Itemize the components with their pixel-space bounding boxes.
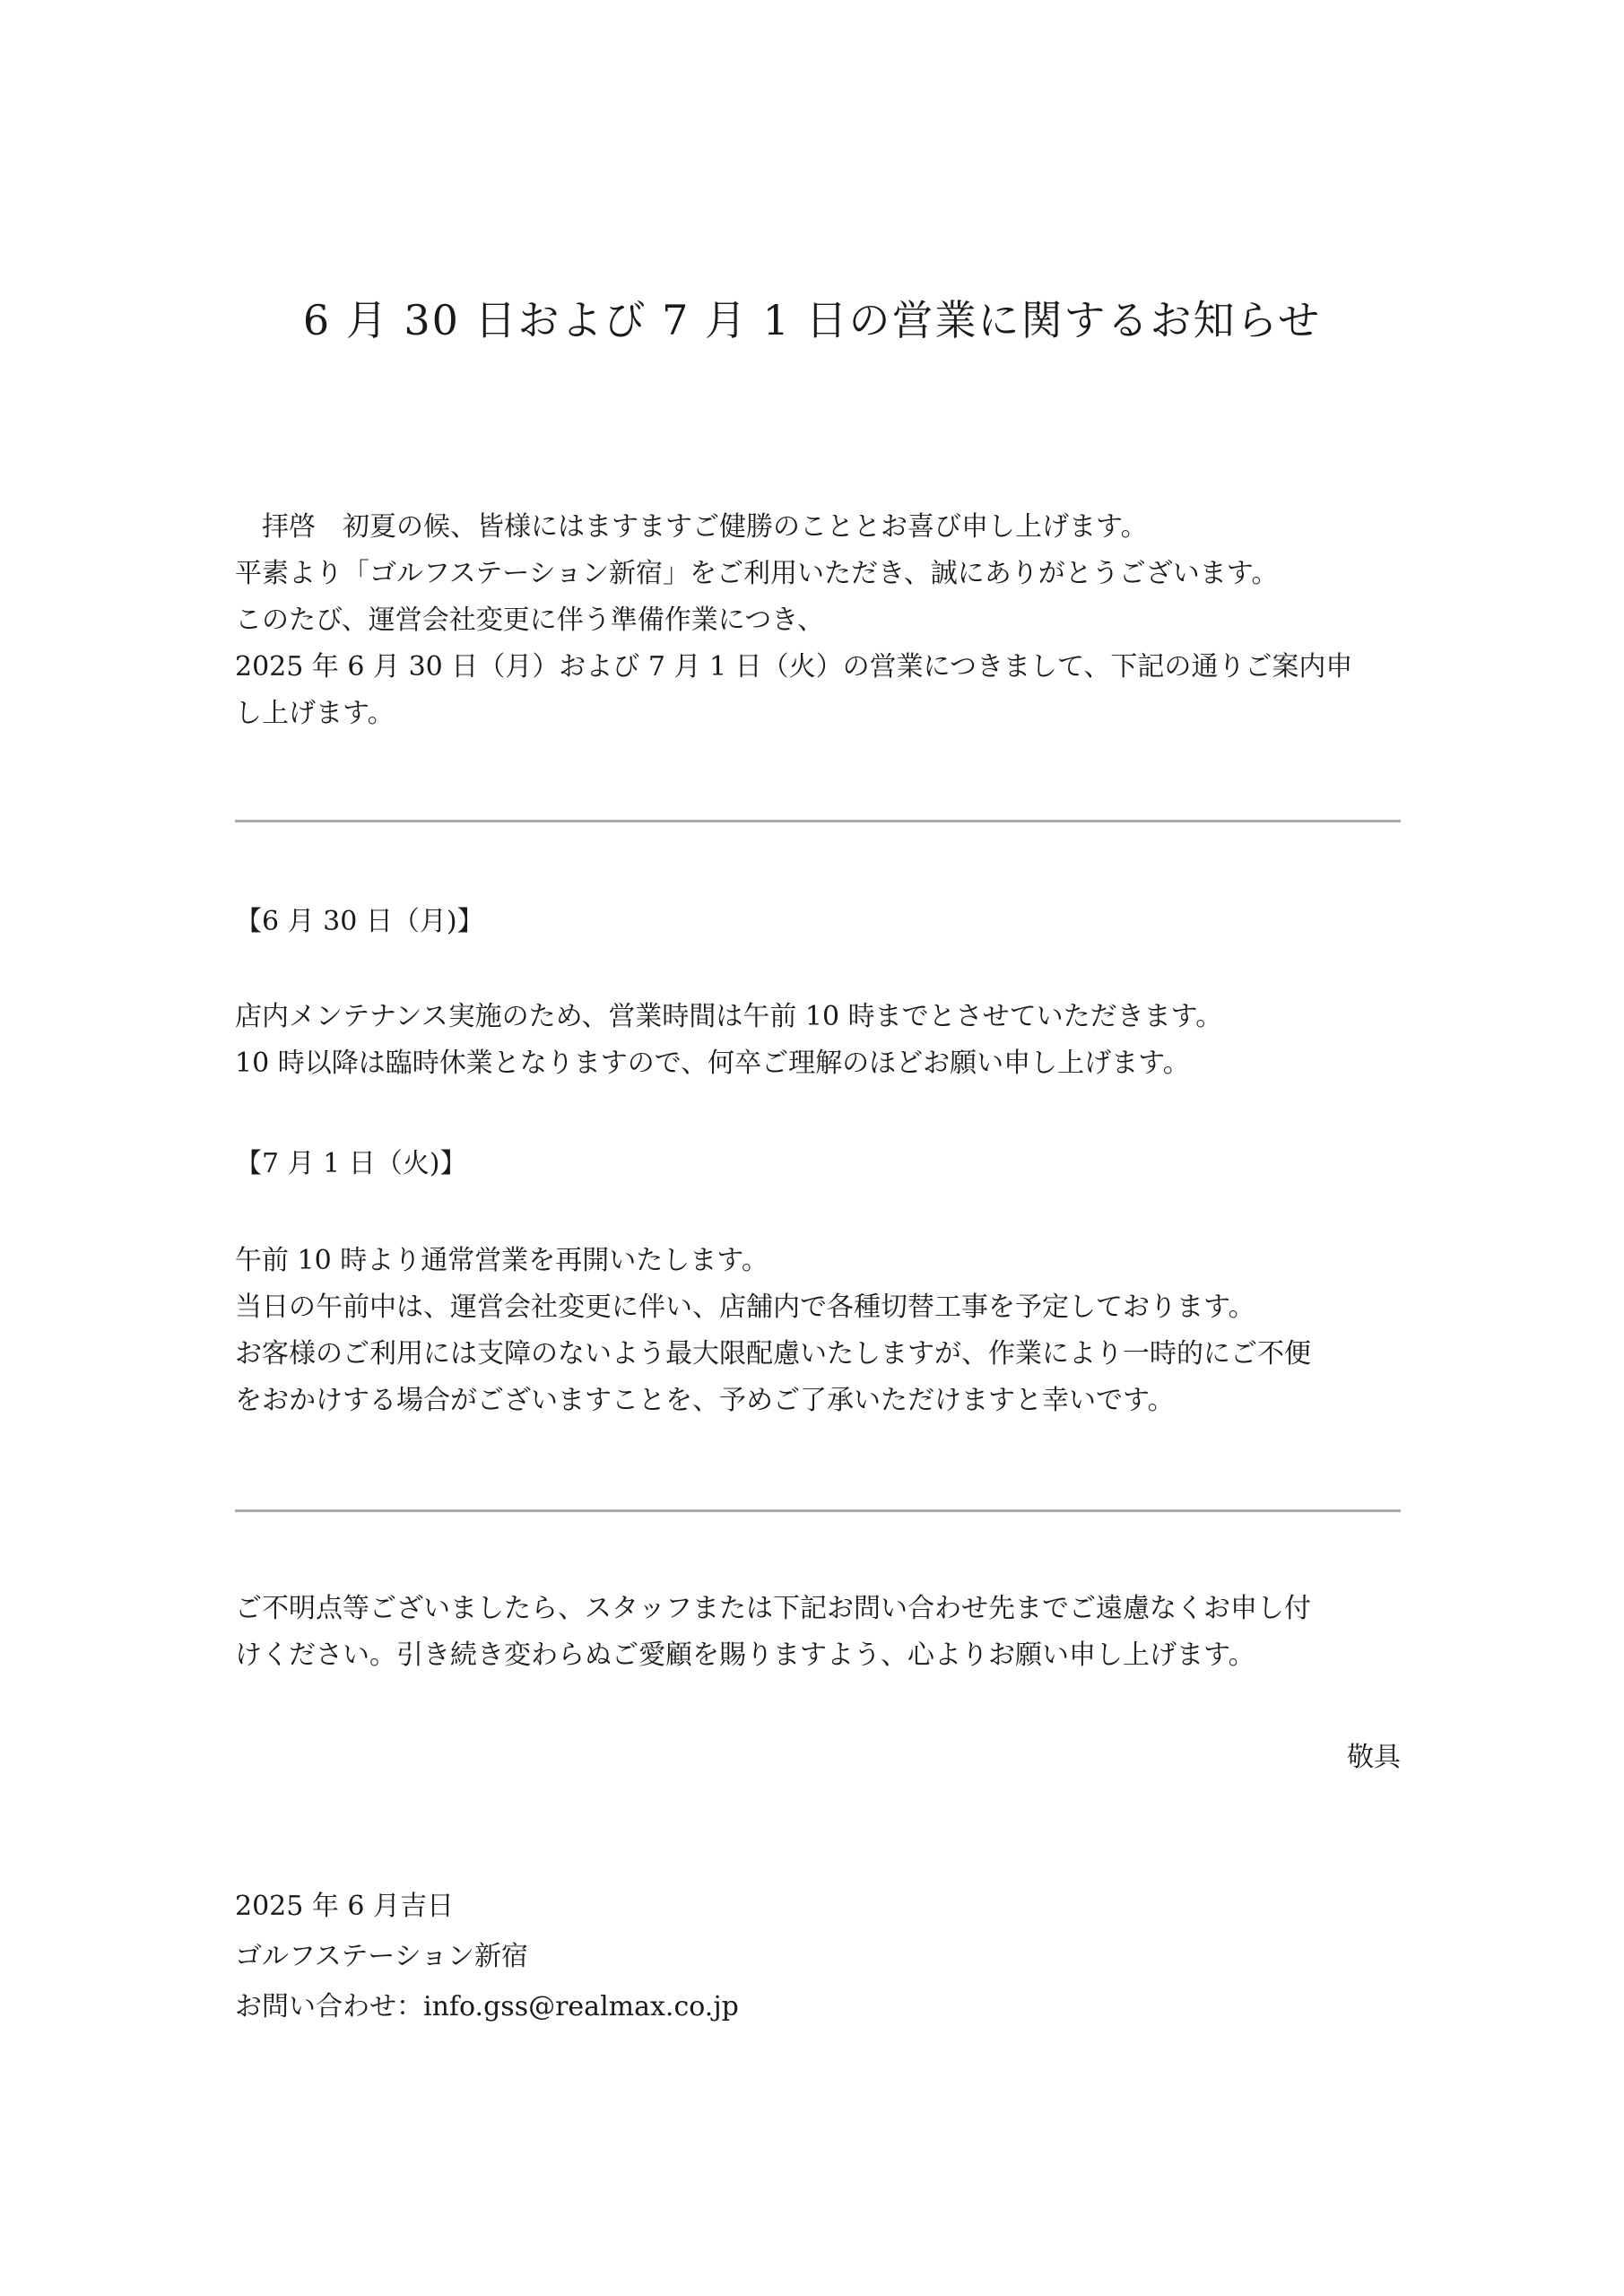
footer-company: ゴルフステーション新宿 <box>235 1941 528 1972</box>
section-heading-july-1 <box>235 1141 1401 1187</box>
section-line: 午前 10 時より通常営業を再開いたします。 <box>235 1245 769 1276</box>
section-line: 店内メンテナンス実施のため、営業時間は午前 10 時までとさせていただきます。 <box>235 1001 1223 1032</box>
footer-contact: お問い合わせ：info.gss@realmax.co.jp <box>235 1991 739 2022</box>
section-heading-text: 【7 月 1 日（火)】 <box>235 1148 467 1179</box>
intro-line: 平素より「ゴルフステーション新宿」をご利用いただき、誠にありがとうございます。 <box>235 558 1279 589</box>
intro-line: し上げます。 <box>235 698 395 729</box>
section-line: をおかけする場合がございますことを、予めご了承いただけますと幸いです。 <box>235 1385 1175 1416</box>
closing-line: ご不明点等ございましたら、スタッフまたは下記お問い合わせ先までご遠慮なくお申し付 <box>235 1593 1311 1624</box>
section-line: 当日の午前中は、運営会社変更に伴い、店舗内で各種切替工事を予定しております。 <box>235 1292 1255 1323</box>
intro-line: 2025 年 6 月 30 日（月）および 7 月 1 日（火）の営業につきまして、下記の通りご案内申 <box>235 651 1353 683</box>
section-heading-text: 【6 月 30 日（月)】 <box>235 906 484 937</box>
intro-line: 拝啓 初夏の候、皆様にはますますご健勝のこととお喜び申し上げます。 <box>235 511 1148 543</box>
closing-paragraph <box>235 1586 1401 1679</box>
footer-date: 2025 年 6 月吉日 <box>235 1891 455 1922</box>
divider-bottom <box>235 1509 1401 1512</box>
section-heading-june-30 <box>235 899 1401 945</box>
intro-paragraph <box>235 504 1401 737</box>
intro-line: このたび、運営会社変更に伴う準備作業につき、 <box>235 604 824 636</box>
closing-salutation: 敬具 <box>1347 1742 1401 1773</box>
section-line: お客様のご利用には支障のないよう最大限配慮いたしますが、作業により一時的にご不便 <box>235 1338 1311 1370</box>
closing-line: けください。引き続き変わらぬご愛顧を賜りますよう、心よりお願い申し上げます。 <box>235 1639 1255 1671</box>
footer-info <box>235 1882 1401 2032</box>
document-title: 6 月 30 日および 7 月 1 日の営業に関するお知らせ <box>302 296 1322 344</box>
divider-top <box>235 820 1401 822</box>
section-body-july-1 <box>235 1238 1401 1424</box>
section-line: 10 時以降は臨時休業となりますので、何卒ご理解のほどお願い申し上げます。 <box>235 1048 1190 1079</box>
section-body-june-30 <box>235 994 1401 1087</box>
